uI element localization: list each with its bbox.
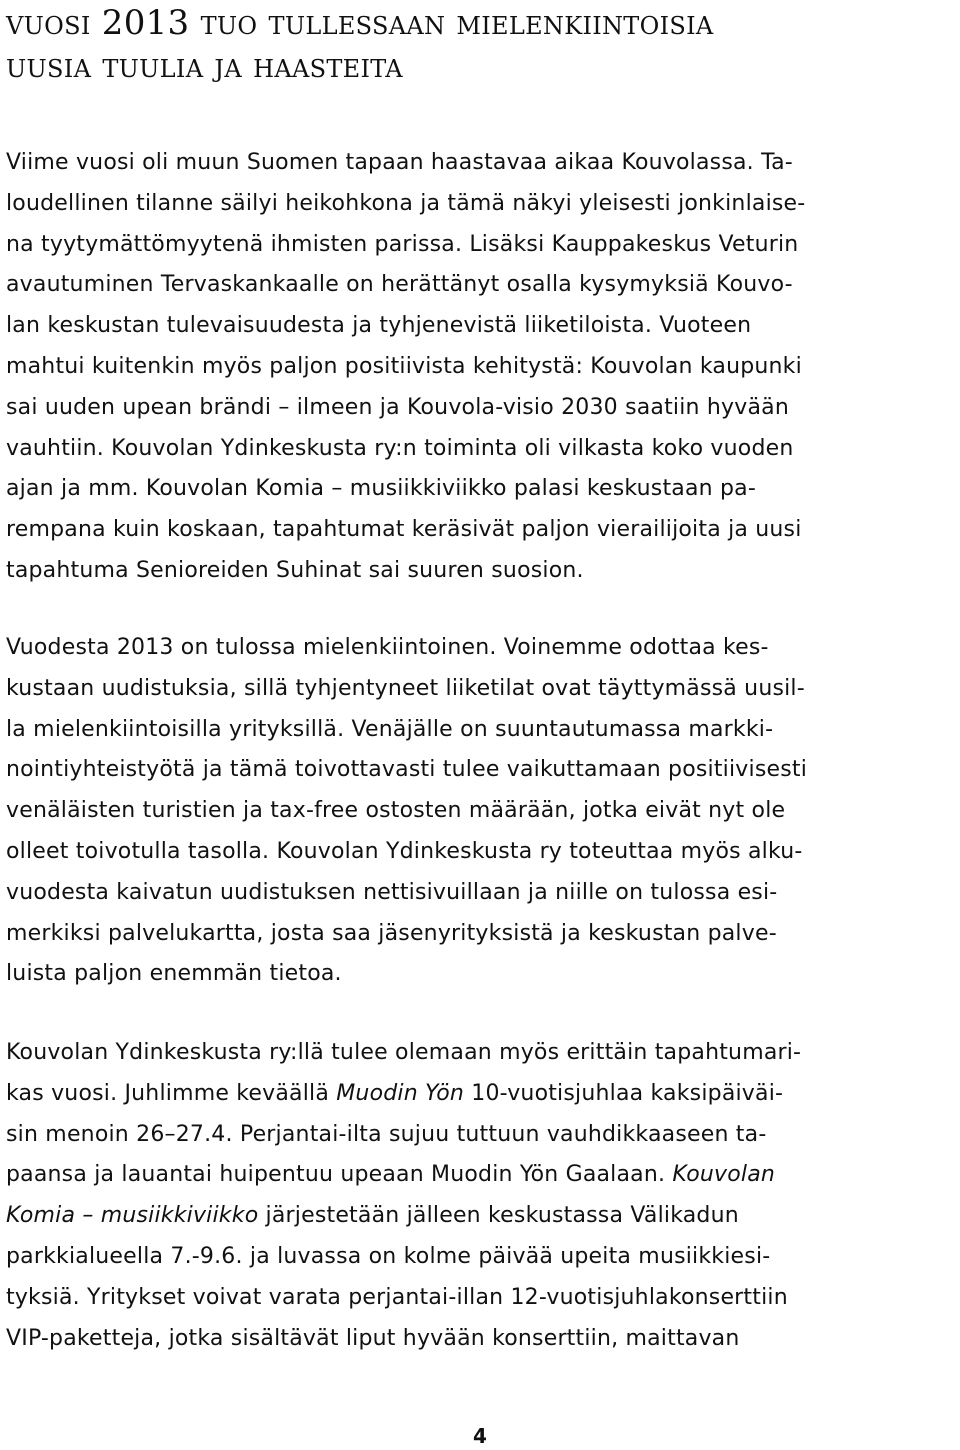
paragraph-line: tapahtuma Senioreiden Suhinat sai suuren suosion.: [6, 557, 584, 583]
paragraph-line: nointiyhteistyötä ja tämä toivottavasti tulee vaikuttamaan positiivisesti: [6, 757, 808, 783]
event-name-muodin-yo: Muodin Yön: [336, 1080, 465, 1106]
paragraph-1: [6, 143, 954, 592]
event-name-komia: Komia – musiikkiviikko: [6, 1203, 259, 1229]
title-line: uusia tuulia ja haasteita: [6, 46, 403, 86]
paragraph-line: sai uuden upean brändi – ilmeen ja Kouvola-visio 2030 saatiin hyvään: [6, 394, 789, 420]
paragraph-3: [6, 1033, 954, 1359]
paragraph-line: loudellinen tilanne säilyi heikohkona ja tämä näkyi yleisesti jonkinlaise-: [6, 190, 806, 216]
paragraph-line: na tyytymättömyytenä ihmisten parissa. Lisäksi Kauppakeskus Veturin: [6, 231, 799, 257]
paragraph-2: [6, 628, 954, 995]
article-title: [6, 0, 954, 88]
event-name-kouvolan: Kouvolan: [672, 1162, 776, 1188]
text-run: paansa ja lauantai huipentuu upeaan Muodin Yön Gaalaan.: [6, 1162, 673, 1188]
paragraph-line: vuodesta kaivatun uudistuksen nettisivuillaan ja niille on tulossa esi-: [6, 879, 778, 905]
document-page: [6, 0, 954, 1351]
text-run: järjestetään jälleen keskustassa Välikadun: [258, 1203, 739, 1229]
paragraph-line: Vuodesta 2013 on tulossa mielenkiintoinen. Voinemme odottaa kes-: [6, 635, 769, 660]
text-run: kas vuosi. Juhlimme keväällä: [6, 1080, 337, 1106]
page-number: 4: [473, 1424, 487, 1448]
paragraph-line: Kouvolan Ydinkeskusta ry:llä tulee olemaan myös erittäin tapahtumari-: [6, 1040, 802, 1065]
paragraph-line: mahtui kuitenkin myös paljon positiivista kehitystä: Kouvolan kaupunki: [6, 353, 802, 379]
paragraph-line: rempana kuin koskaan, tapahtumat keräsivät paljon vierailijoita ja uusi: [6, 517, 802, 543]
paragraph-line: tyksiä. Yritykset voivat varata perjantai-illan 12-vuotisjuhlakonserttiin: [6, 1284, 788, 1310]
paragraph-line: avautuminen Tervaskankaalle on herättänyt osalla kysymyksiä Kouvo-: [6, 272, 793, 298]
paragraph-line: sin menoin 26–27.4. Perjantai-ilta sujuu tuttuun vauhdikkaaseen ta-: [6, 1121, 767, 1147]
paragraph-line: ajan ja mm. Kouvolan Komia – musiikkiviikko palasi keskustaan pa-: [6, 476, 756, 502]
paragraph-line: venäläisten turistien ja tax-free ostosten määrään, jotka eivät nyt ole: [6, 798, 786, 824]
paragraph-line: parkkialueella 7.-9.6. ja luvassa on kolme päivää upeita musiikkiesi-: [6, 1243, 771, 1269]
title-line: vuosi 2013 tuo tullessaan mielenkiintoisia: [6, 3, 714, 43]
paragraph-line: [6, 1155, 954, 1196]
paragraph-line: luista paljon enemmän tietoa.: [6, 961, 342, 987]
paragraph-line: VIP-paketteja, jotka sisältävät liput hyvään konserttiin, maittavan: [6, 1325, 740, 1351]
text-run: 10-vuotisjuhlaa kaksipäiväi-: [464, 1080, 784, 1106]
paragraph-line: kustaan uudistuksia, sillä tyhjentyneet liiketilat ovat täyttymässä uusil-: [6, 675, 805, 701]
paragraph-line: Viime vuosi oli muun Suomen tapaan haastavaa aikaa Kouvolassa. Ta-: [6, 150, 793, 175]
paragraph-line: [6, 1074, 954, 1115]
paragraph-line: olleet toivotulla tasolla. Kouvolan Ydinkeskusta ry toteuttaa myös alku-: [6, 838, 803, 864]
paragraph-line: la mielenkiintoisilla yrityksillä. Venäjälle on suuntautumassa markki-: [6, 716, 774, 742]
paragraph-line: vauhtiin. Kouvolan Ydinkeskusta ry:n toiminta oli vilkasta koko vuoden: [6, 435, 794, 461]
paragraph-line: merkiksi palvelukartta, josta saa jäsenyrityksistä ja keskustan palve-: [6, 920, 777, 946]
paragraph-line: lan keskustan tulevaisuudesta ja tyhjenevistä liiketiloista. Vuoteen: [6, 313, 752, 339]
paragraph-line: [6, 1196, 954, 1237]
